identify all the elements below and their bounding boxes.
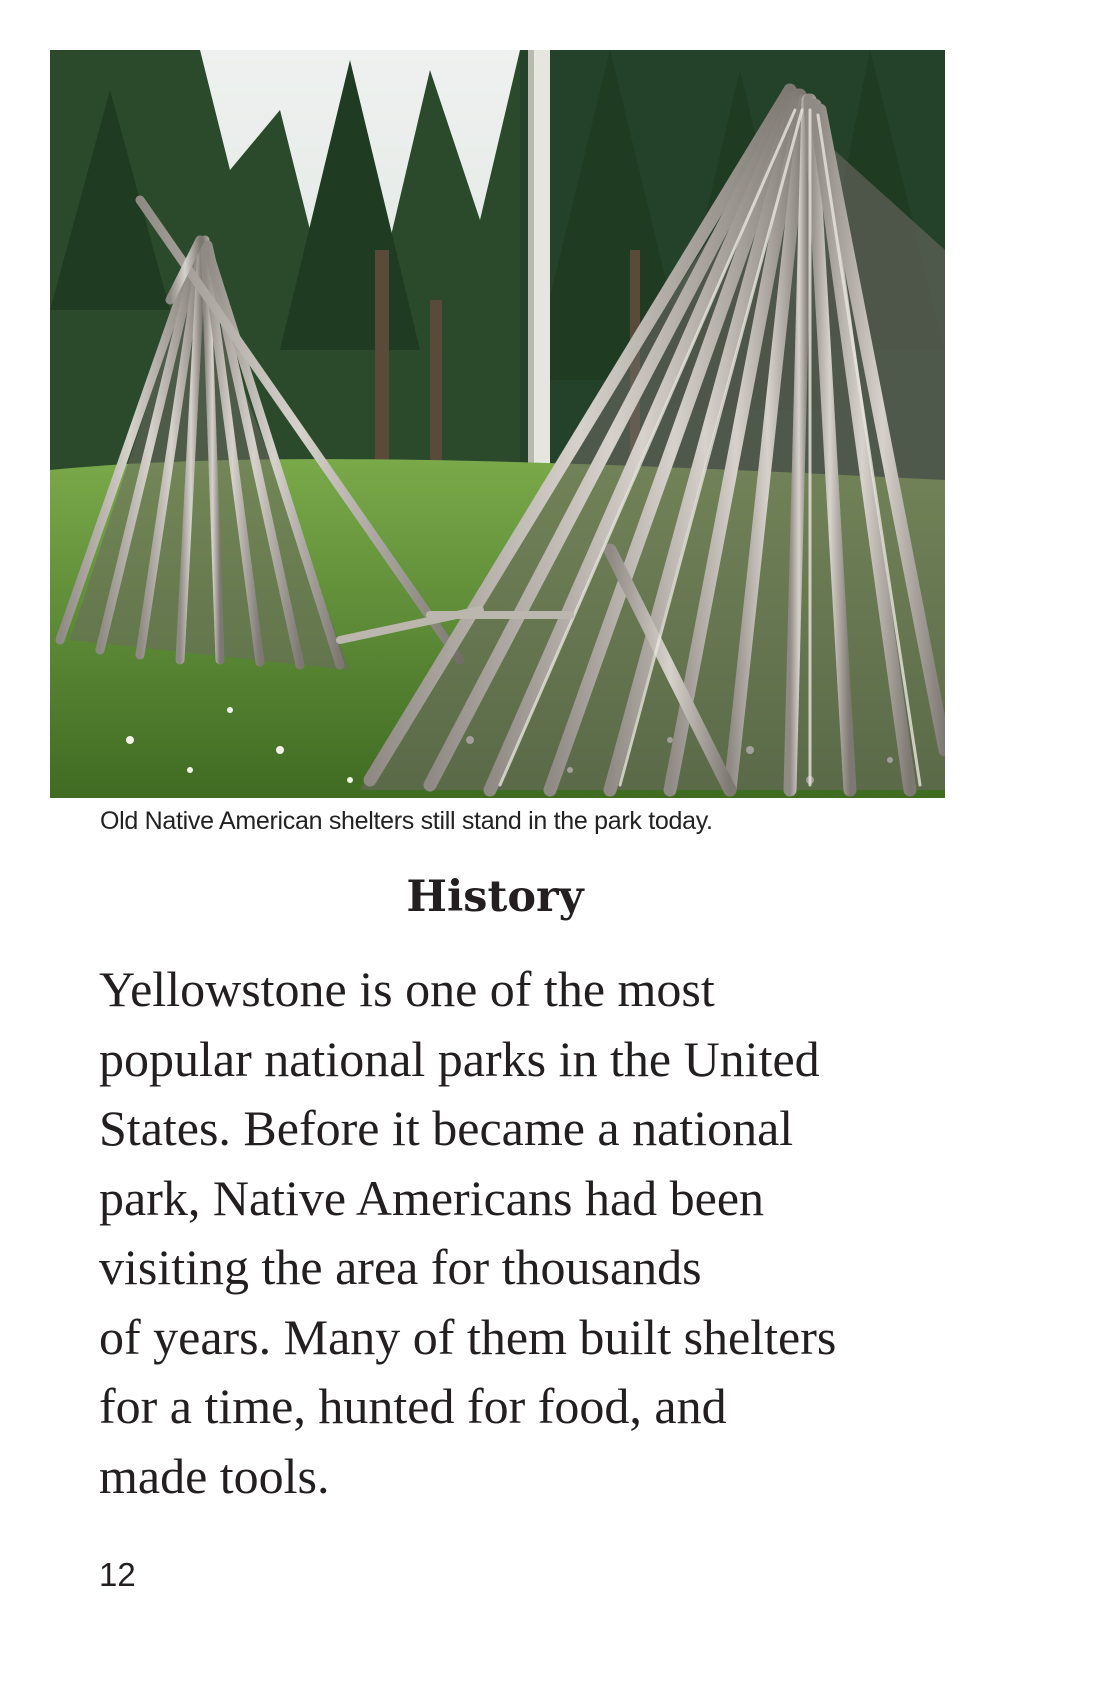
photo-caption: Old Native American shelters still stand in the park today. (100, 807, 713, 835)
paragraph-line: popular national parks in the United (99, 1030, 820, 1087)
paragraph-line: of years. Many of them built shelters (99, 1308, 837, 1365)
shelters-illustration (50, 50, 945, 798)
page-number: 12 (99, 1556, 136, 1593)
section-heading: History (406, 872, 584, 922)
paragraph-line: park, Native Americans had been (99, 1169, 765, 1226)
shelters-photo (50, 50, 945, 798)
paragraph-line: Yellowstone is one of the most (99, 961, 715, 1017)
paragraph-line: States. Before it became a national (99, 1100, 794, 1156)
paragraph-line: for a time, hunted for food, and (99, 1378, 727, 1434)
paragraph-line: made tools. (99, 1447, 330, 1504)
paragraph-line: visiting the area for thousands (99, 1239, 702, 1295)
history-paragraph (99, 955, 959, 1511)
